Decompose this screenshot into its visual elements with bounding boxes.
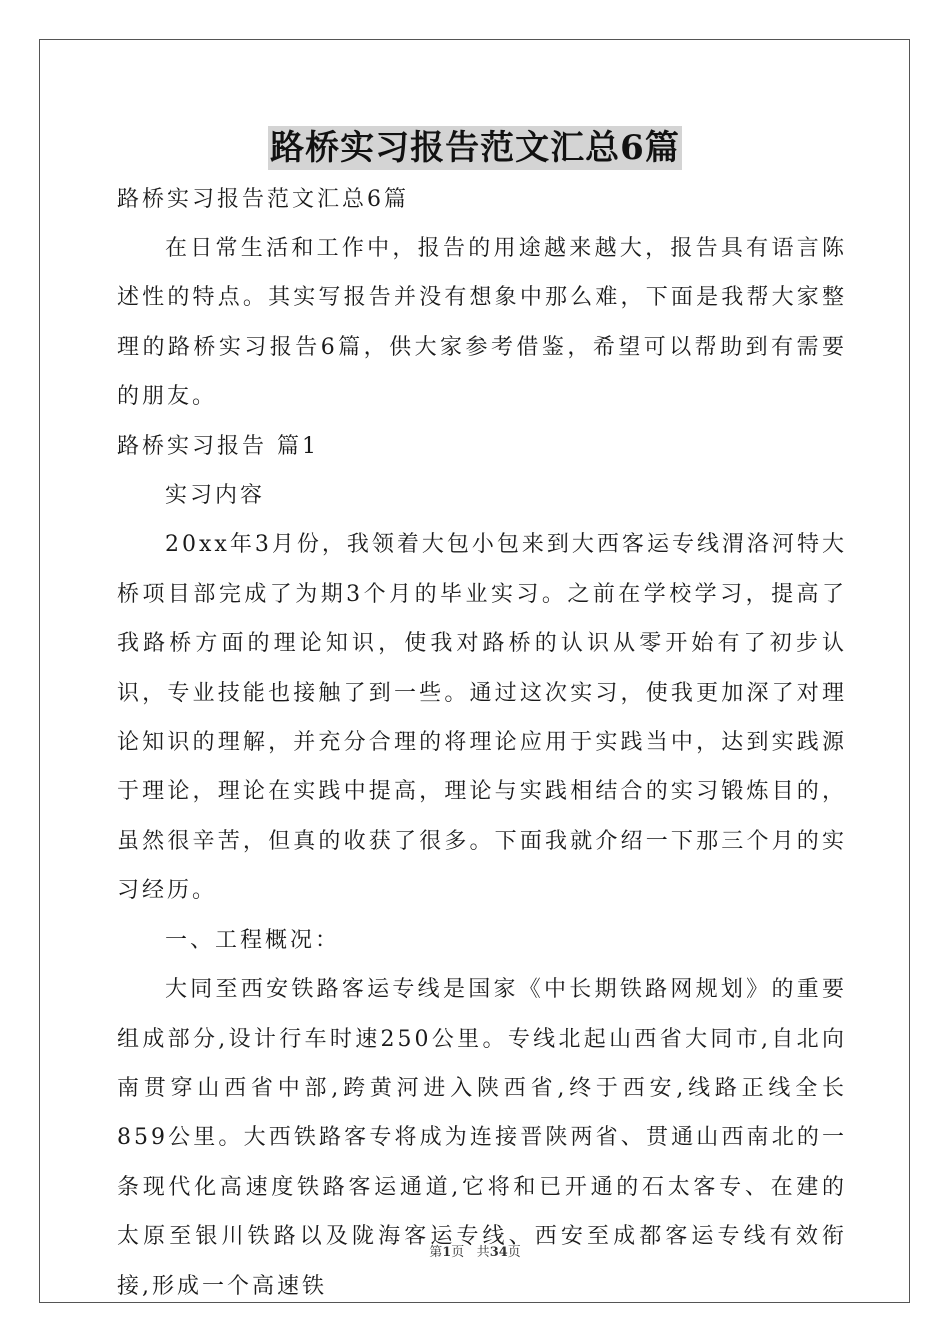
footer-total-prefix: 共 <box>476 1245 490 1260</box>
subsection-heading: 实习内容 <box>165 483 266 509</box>
footer-page-number: 1 <box>442 1245 452 1260</box>
document-title-wrap <box>0 126 950 170</box>
section-heading: 路桥实习报告 篇1 <box>117 433 319 459</box>
footer-total-pages: 34 <box>489 1245 508 1260</box>
page-footer <box>0 1243 950 1263</box>
footer-page-suffix: 页 <box>451 1245 465 1260</box>
document-body <box>117 176 847 1311</box>
document-subtitle: 路桥实习报告范文汇总6篇 <box>117 187 409 212</box>
footer-page-prefix: 第 <box>429 1245 443 1260</box>
document-title: 路桥实习报告范文汇总6篇 <box>270 128 680 168</box>
paragraph-internship: 20xx年3月份，我领着大包小包来到大西客运专线渭洛河特大桥项目部完成了为期3个月的毕业实习。之前在学校学习，提高了我路桥方面的理论知识，使我对路桥的认识从零开始有了初步认识，专业技能也接触了到一些。通过这次实习，使我更加深了对理论知识的理解，并充分合理的将理论应用于实践当中，达到实践源于理论，理论在实践中提高，理论与实践相结合的实习锻炼目的，虽然很辛苦，但真的收获了很多。下面我就介绍一下那三个月的实习经历。 <box>117 532 847 904</box>
footer-total-suffix: 页 <box>507 1245 521 1260</box>
paragraph-intro: 在日常生活和工作中，报告的用途越来越大，报告具有语言陈述性的特点。其实写报告并没有想象中那么难，下面是我帮大家整理的路桥实习报告6篇，供大家参考借鉴，希望可以帮助到有需要的朋友。 <box>117 236 847 410</box>
subsection-heading: 一、工程概况： <box>165 927 341 953</box>
paragraph-project-overview: 大同至西安铁路客运专线是国家《中长期铁路网规划》的重要组成部分,设计行车时速250公里。专线北起山西省大同市,自北向南贯穿山西省中部,跨黄河进入陕西省,终于西安,线路正线全长859公里。大西铁路客专将成为连接晋陕两省、贯通山西南北的一条现代化高速度铁路客运通道,它将和已开通的石太客专、在建的太原至银川铁路以及陇海客运专线、西安至成都客运专线有效衔接,形成一个高速铁 <box>117 977 847 1299</box>
